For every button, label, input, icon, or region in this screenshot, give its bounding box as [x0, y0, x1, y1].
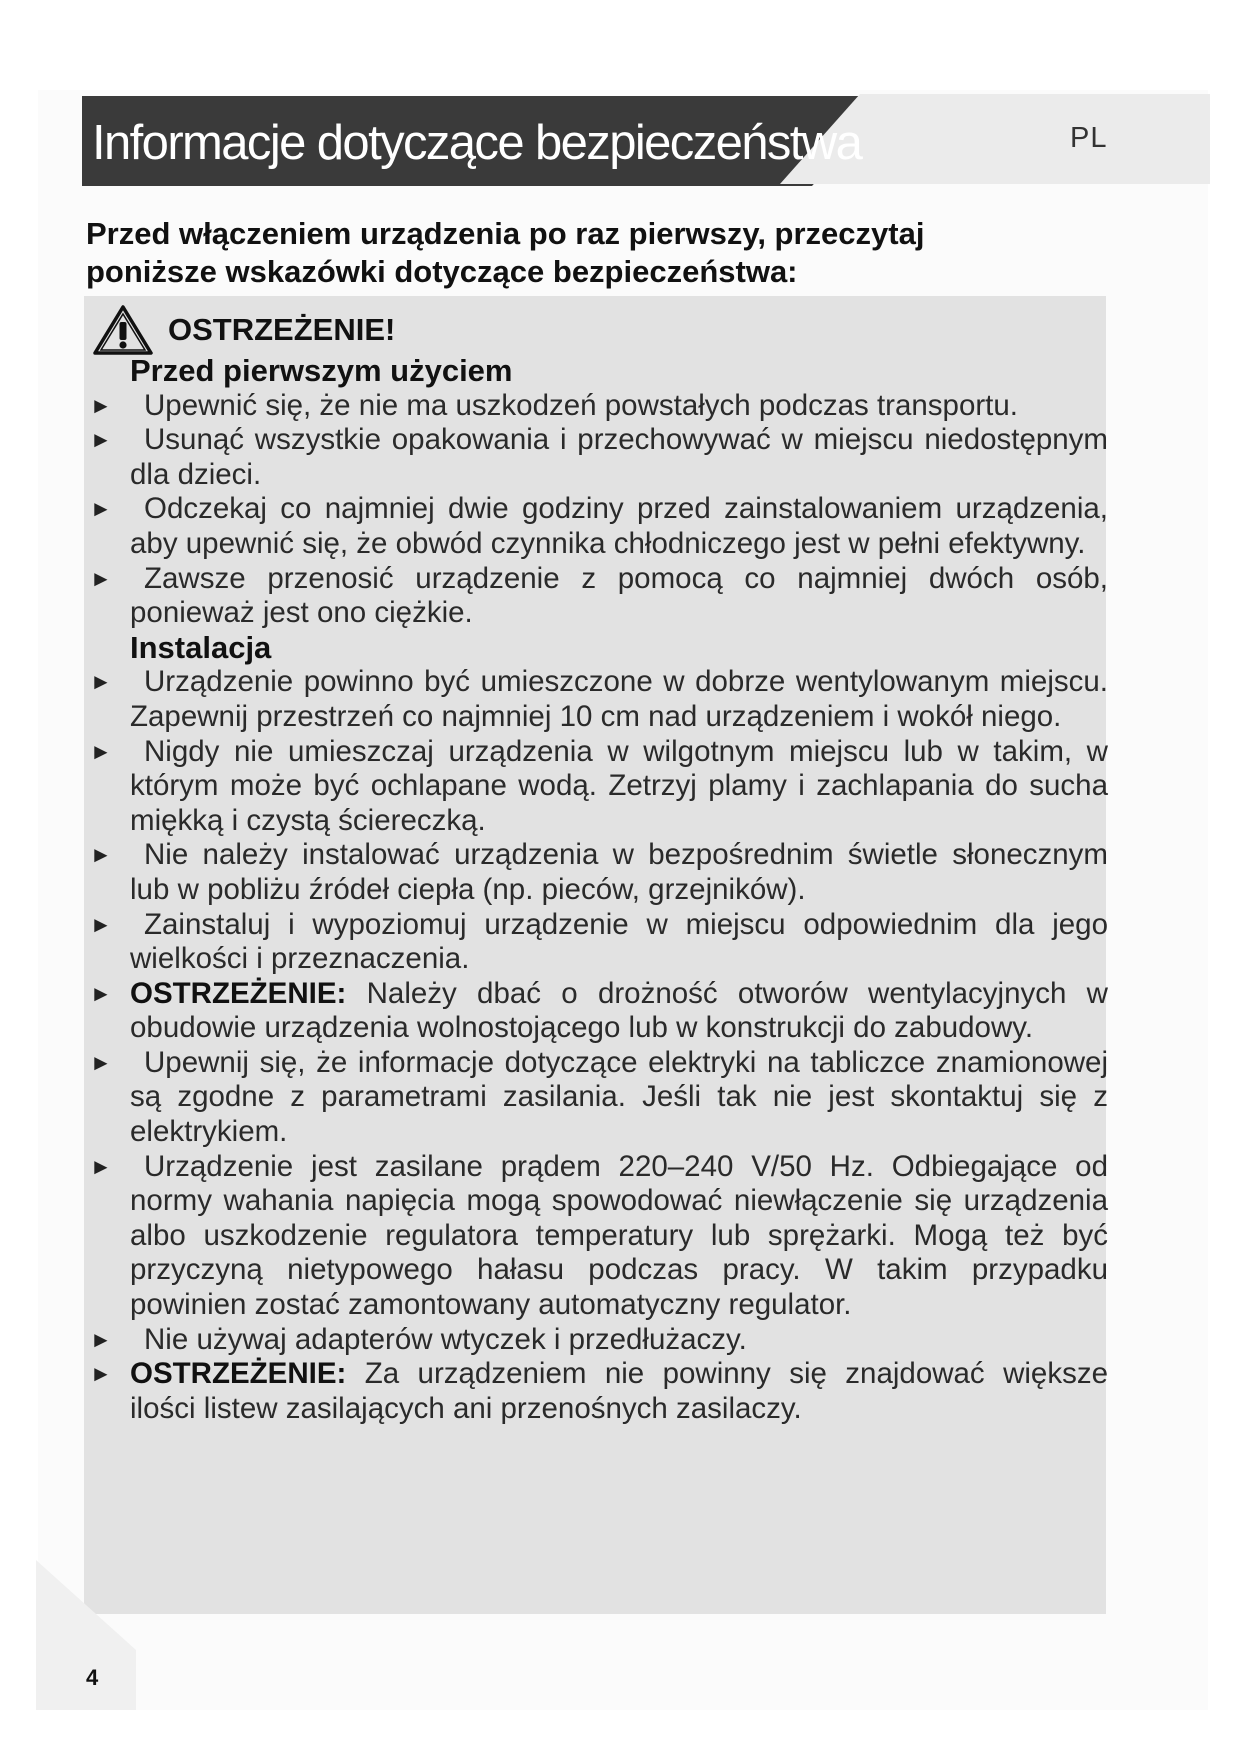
page-number: 4	[86, 1665, 99, 1690]
instruction-item	[88, 1150, 1108, 1323]
safety-instructions	[88, 354, 1108, 1426]
instruction-item	[88, 423, 1108, 492]
bullet-arrow-icon: ►	[90, 1153, 112, 1179]
instruction-item	[88, 389, 1108, 424]
bullet-arrow-icon: ►	[90, 842, 112, 868]
bullet-arrow-icon: ►	[90, 669, 112, 695]
bullet-arrow-icon: ►	[90, 980, 112, 1006]
instruction-text: Należy dbać o drożność otworów wentylacyjnych w obudowie urządzenia wolnostojącego lub w konstrukcji do zabudowy.	[130, 976, 1108, 1045]
language-code: PL	[1070, 122, 1108, 154]
instruction-item	[88, 1323, 1108, 1358]
instruction-item	[88, 1357, 1108, 1426]
instruction-text: Nigdy nie umieszczaj urządzenia w wilgotnym miejscu lub w takim, w którym może być ochlapane wodą. Zetrzyj plamy i zachlapania do sucha miękką i czystą ściereczką.	[130, 734, 1108, 837]
instruction-text: Urządzenie jest zasilane prądem 220–240 V/50 Hz. Odbiegające od normy wahania napięcia mogą spowodować niewłączenie się urządzenia albo uszkodzenie regulatora temperatury lub sprężarki. Mogą też być przyczyną nietypowego hałasu podczas pracy. W takim przypadku powinien zostać zamontowany automatyczny regulator.	[130, 1149, 1108, 1322]
instruction-item	[88, 977, 1108, 1046]
instruction-text: Zainstaluj i wypoziomuj urządzenie w miejscu odpowiednim dla jego wielkości i przeznaczenia.	[130, 907, 1108, 976]
section-heading: Instalacja	[130, 629, 272, 665]
bullet-arrow-icon: ►	[90, 496, 112, 522]
warning-title: OSTRZEŻENIE!	[168, 312, 396, 347]
instruction-item	[88, 665, 1108, 734]
bullet-arrow-icon: ►	[90, 1361, 112, 1387]
bullet-arrow-icon: ►	[90, 565, 112, 591]
bullet-arrow-icon: ►	[90, 1326, 112, 1352]
instruction-text: Zawsze przenosić urządzenie z pomocą co najmniej dwóch osób, ponieważ jest ono ciężkie.	[130, 561, 1108, 630]
bullet-arrow-icon: ►	[90, 738, 112, 764]
instruction-text: Usunąć wszystkie opakowania i przechowywać w miejscu niedostępnym dla dzieci.	[130, 423, 1108, 491]
instruction-item	[88, 838, 1108, 907]
intro-text: Przed włączeniem urządzenia po raz pierwszy, przeczytaj poniższe wskazówki dotyczące bezpieczeństwa:	[86, 216, 925, 289]
instruction-text: Za urządzeniem nie powinny się znajdować większe ilości listew zasilających ani przenośnych zasilaczy.	[130, 1357, 1108, 1425]
instruction-item	[88, 492, 1108, 561]
instruction-text: Urządzenie powinno być umieszczone w dobrze wentylowanym miejscu. Zapewnij przestrzeń co najmniej 10 cm nad urządzeniem i wokół niego.	[130, 665, 1108, 733]
page-title: Informacje dotyczące bezpieczeństwa	[92, 116, 862, 170]
instruction-text: Odczekaj co najmniej dwie godziny przed zainstalowaniem urządzenia, aby upewnić się, że obwód czynnika chłodniczego jest w pełni efektywny.	[130, 492, 1108, 560]
warning-triangle-icon	[92, 304, 154, 356]
bullet-arrow-icon: ►	[90, 911, 112, 937]
warning-header	[92, 302, 395, 358]
instruction-text: Upewnić się, że nie ma uszkodzeń powstałych podczas transportu.	[144, 388, 1018, 422]
bullet-arrow-icon: ►	[90, 427, 112, 453]
instruction-text: Upewnij się, że informacje dotyczące elektryki na tabliczce znamionowej są zgodne z parametrami zasilania. Jeśli tak nie jest skontaktuj się z elektrykiem.	[130, 1045, 1108, 1149]
instruction-text: Nie używaj adapterów wtyczek i przedłużaczy.	[144, 1322, 747, 1356]
warning-prefix: OSTRZEŻENIE:	[130, 1357, 347, 1391]
instruction-text: Nie należy instalować urządzenia w bezpośrednim świetle słonecznym lub w pobliżu źródeł ciepła (np. pieców, grzejników).	[130, 838, 1108, 906]
instruction-item	[88, 908, 1108, 977]
instruction-item	[88, 735, 1108, 839]
instruction-item	[88, 1046, 1108, 1150]
bullet-arrow-icon: ►	[90, 1049, 112, 1075]
instruction-item	[88, 562, 1108, 631]
warning-prefix: OSTRZEŻENIE:	[130, 976, 347, 1010]
bullet-arrow-icon: ►	[90, 392, 112, 418]
section-heading: Przed pierwszym użyciem	[130, 353, 513, 388]
